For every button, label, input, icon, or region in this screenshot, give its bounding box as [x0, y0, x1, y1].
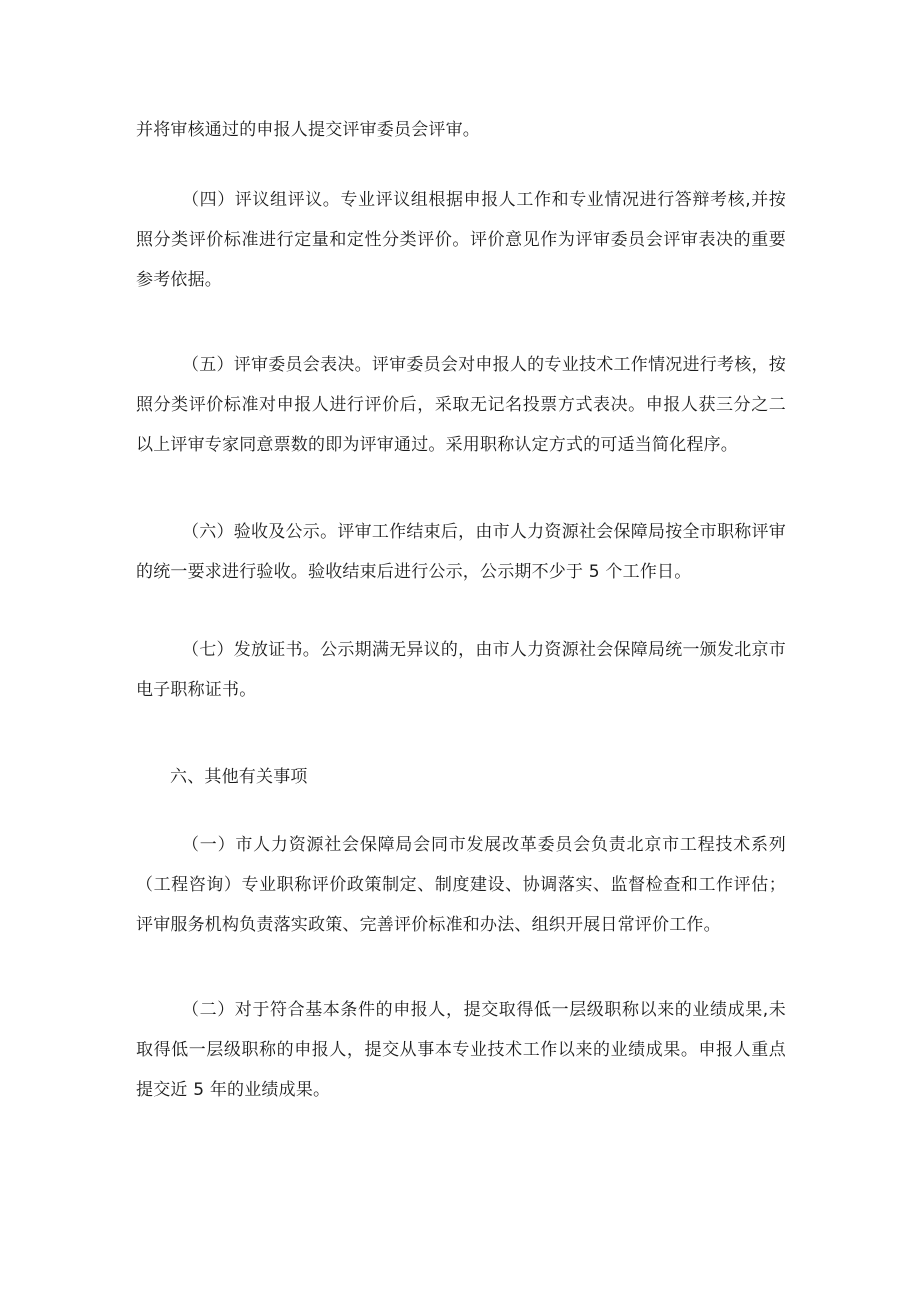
section-heading-other-matters: 六、其他有关事项 — [170, 767, 308, 787]
paragraph-continuation: 并将审核通过的申报人提交评审委员会评审。 — [136, 120, 480, 140]
paragraph-review-group: （四）评议组评议。专业评议组根据申报人工作和专业情况进行答辩考核,并按照分类评价标准进行定量和定性分类评价。评价意见作为评审委员会评审表决的重要参考依据。 — [136, 190, 786, 290]
paragraph-acceptance-publicity: （六）验收及公示。评审工作结束后，由市人力资源社会保障局按全市职称评审的统一要求进行验收。验收结束后进行公示，公示期不少于 5 个工作日。 — [136, 522, 786, 582]
paragraph-committee-vote: （五）评审委员会表决。评审委员会对申报人的专业技术工作情况进行考核，按照分类评价标准对申报人进行评价后，采取无记名投票方式表决。申报人获三分之二以上评审专家同意票数的即为评审通过。采用职称认定方式的可适当简化程序。 — [136, 355, 786, 455]
paragraph-responsibilities: （一）市人力资源社会保障局会同市发展改革委员会负责北京市工程技术系列（工程咨询）专业职称评价政策制定、制度建设、协调落实、监督检查和工作评估；评审服务机构负责落实政策、完善评价标准和办法、组织开展日常评价工作。 — [136, 835, 786, 935]
paragraph-certificate: （七）发放证书。公示期满无异议的，由市人力资源社会保障局统一颁发北京市电子职称证书。 — [136, 640, 786, 700]
paragraph-achievements: （二）对于符合基本条件的申报人，提交取得低一层级职称以来的业绩成果,未取得低一层级职称的申报人，提交从事本专业技术工作以来的业绩成果。申报人重点提交近 5 年的业绩成果。 — [136, 1000, 786, 1100]
